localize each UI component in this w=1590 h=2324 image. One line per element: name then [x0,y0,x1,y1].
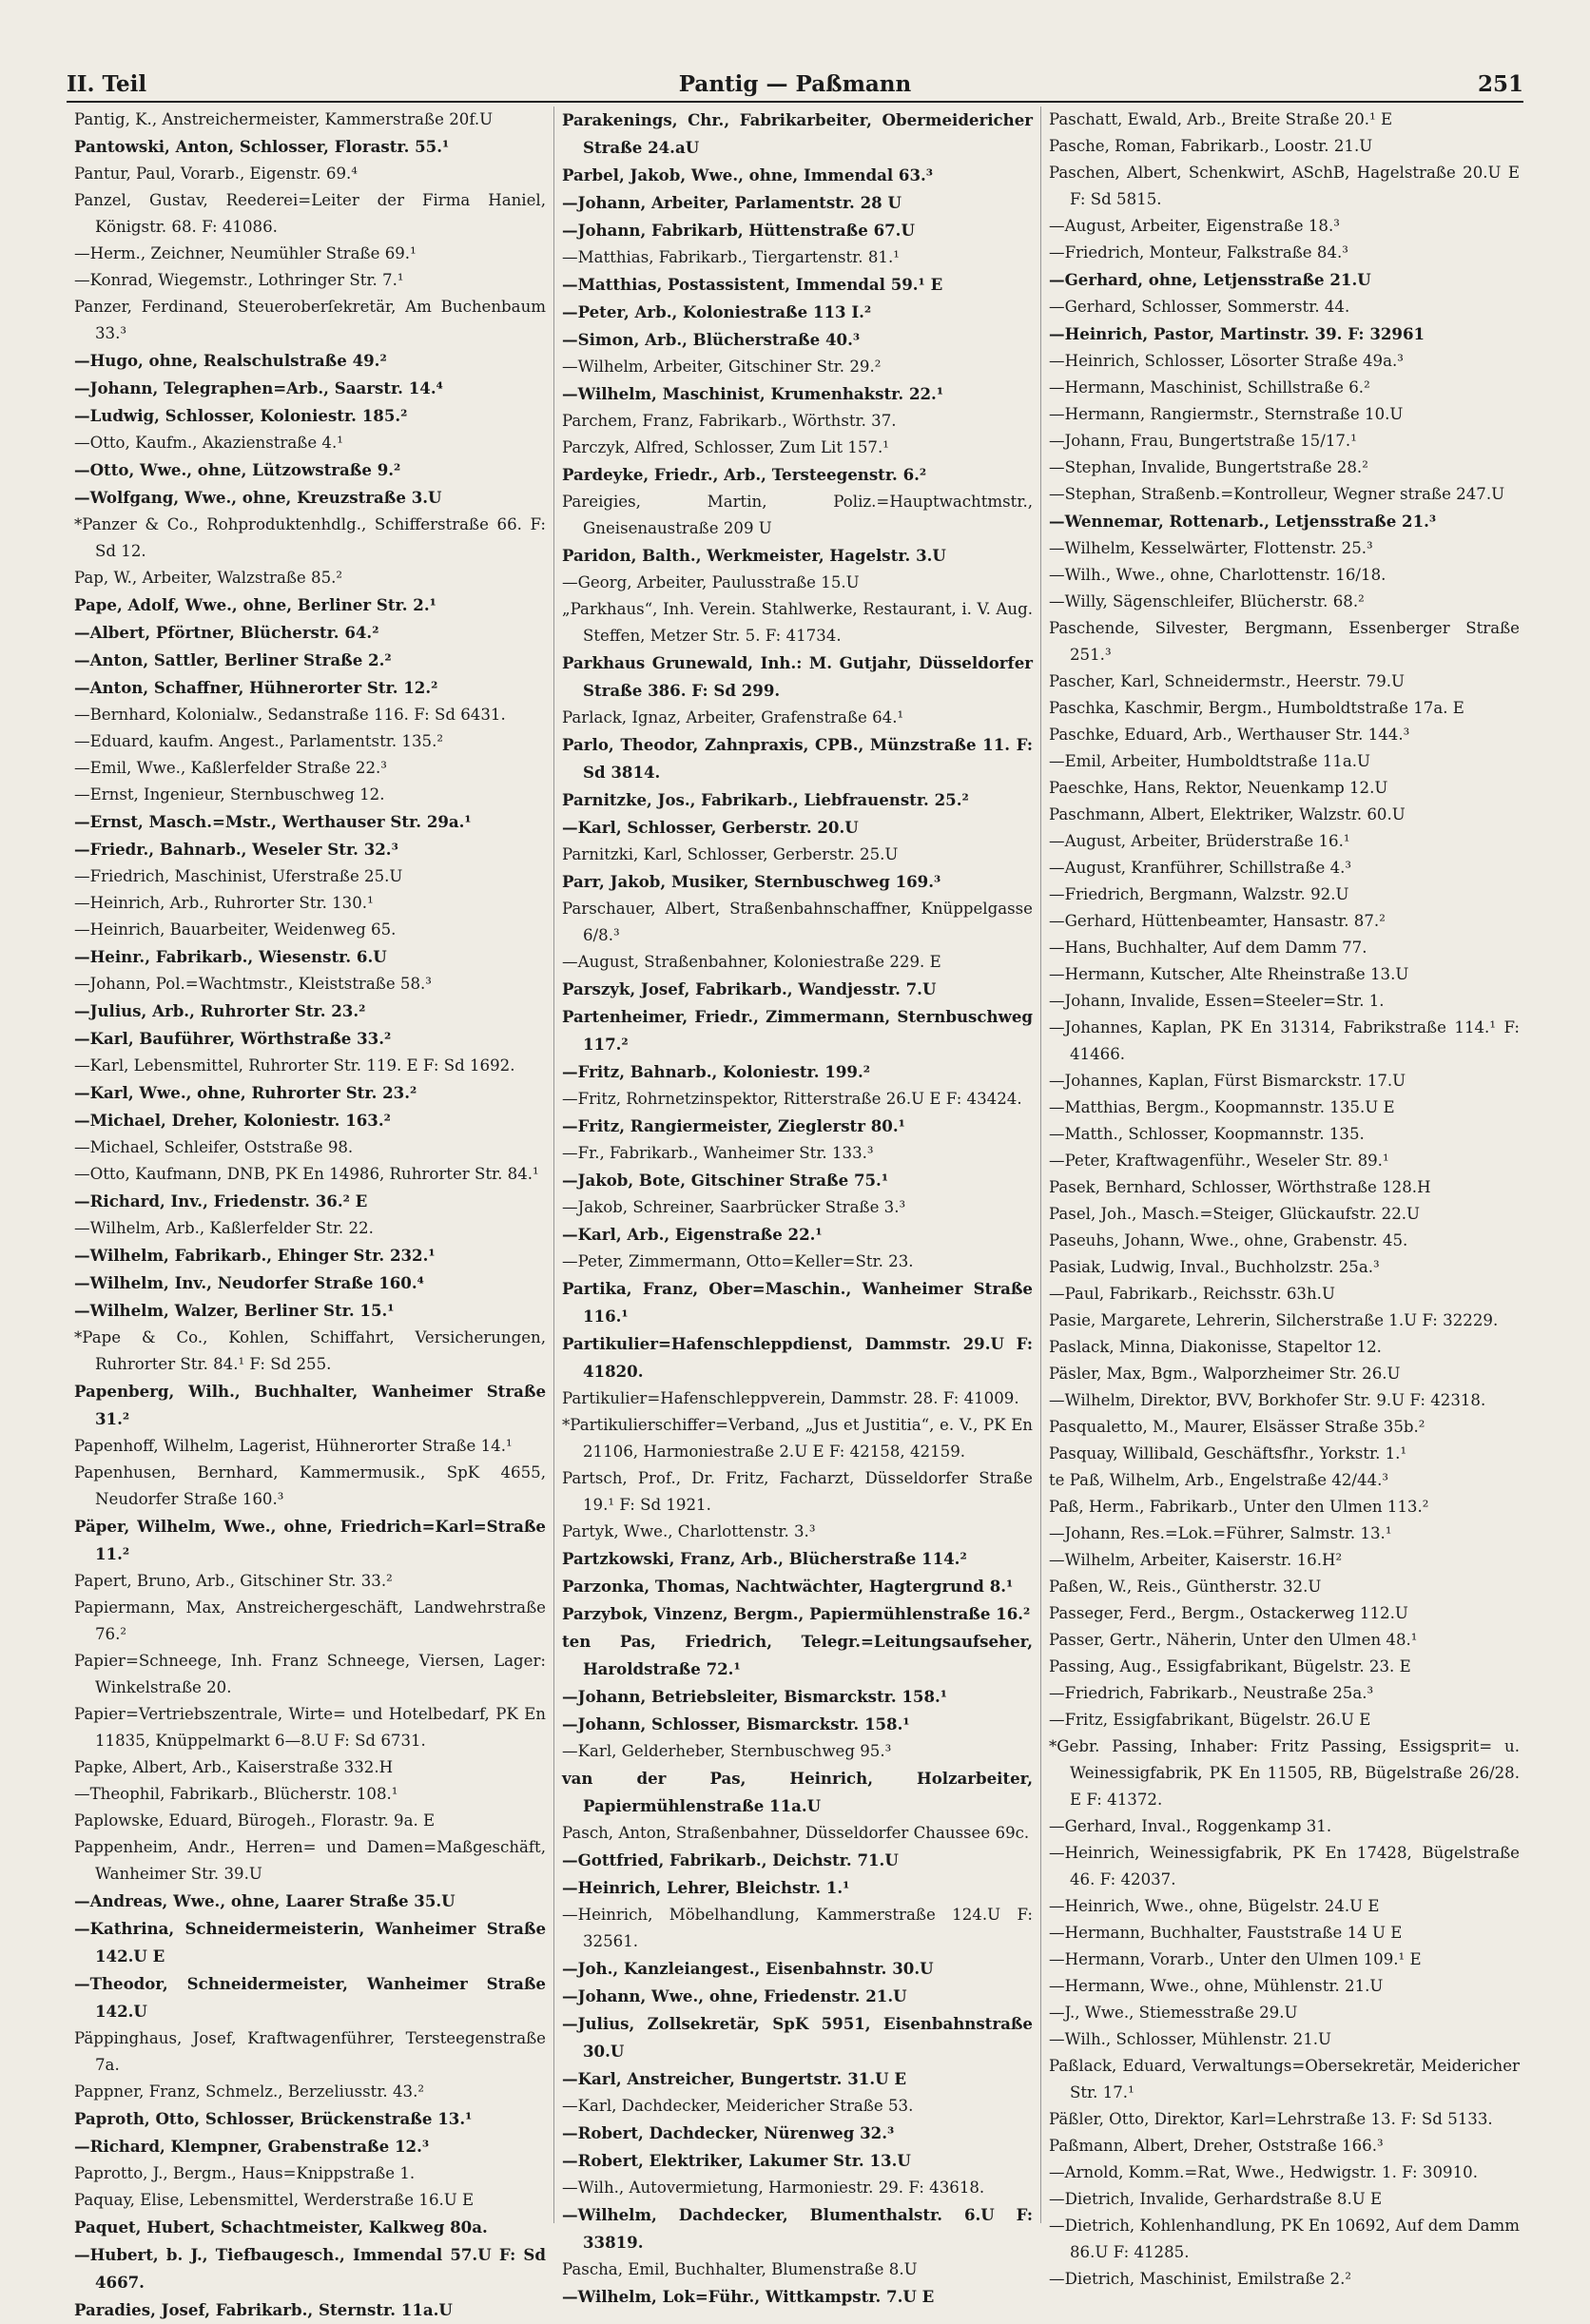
directory-entry: —Wilh., Autovermietung, Harmoniestr. 29. F: 43618. [562,2179,985,2197]
directory-entry: —Michael, Schleifer, Oststraße 98. [74,1138,354,1156]
directory-entry: Paplowske, Eduard, Bürogeh., Florastr. 9a. E [74,1811,436,1830]
directory-entry: Paridon, Balth., Werkmeister, Hagelstr. 3.U [562,546,946,565]
directory-entry: —Matthias, Postassistent, Immendal 59.¹ E [562,275,943,294]
directory-entry: —Wilhelm, Kesselwärter, Flottenstr. 25.³ [1049,539,1373,557]
directory-entry: —Otto, Kaufm., Akazienstraße 4.¹ [74,434,343,452]
directory-entry: —Hermann, Maschinist, Schillstraße 6.² [1049,378,1370,397]
directory-entry: —Jakob, Bote, Gitschiner Straße 75.¹ [562,1171,889,1190]
column-right [1040,107,1527,2288]
directory-entry: —August, Kranführer, Schillstraße 4.³ [1049,859,1352,877]
directory-entry: —Johann, Frau, Bungertstraße 15/17.¹ [1049,432,1357,450]
directory-entry: —Jakob, Schreiner, Saarbrücker Straße 3.³ [562,1198,906,1216]
directory-entry: —Heinrich, Wwe., ohne, Bügelstr. 24.U E [1049,1897,1380,1915]
directory-entry: —Wilh., Wwe., ohne, Charlottenstr. 16/18. [1049,566,1386,584]
directory-entry: Paßen, W., Reis., Güntherstr. 32.U [1049,1578,1322,1596]
directory-entry: —Peter, Arb., Koloniestraße 113 I.² [562,302,872,321]
directory-entry: —Julius, Zollsekretär, SpK 5951, Eisenbahnstraße 30.U [562,2014,1033,2061]
directory-entry: —Johann, Res.=Lok.=Führer, Salmstr. 13.¹ [1049,1524,1392,1542]
directory-entry: —Karl, Anstreicher, Bungertstr. 31.U E [562,2069,906,2088]
directory-entry: —Hugo, ohne, Realschulstraße 49.² [74,351,387,370]
directory-entry: —Peter, Kraftwagenführ., Weseler Str. 89.¹ [1049,1152,1389,1170]
directory-entry: —Karl, Arb., Eigenstraße 22.¹ [562,1225,823,1244]
directory-entry: Pasche, Roman, Fabrikarb., Loostr. 21.U [1049,137,1373,155]
directory-entry: —Richard, Klempner, Grabenstraße 12.³ [74,2137,430,2156]
directory-entry: —Matthias, Bergm., Koopmannstr. 135.U E [1049,1098,1395,1116]
directory-entry: —Johann, Fabrikarb, Hüttenstraße 67.U [562,221,915,240]
directory-entry: —Theodor, Schneidermeister, Wanheimer Straße 142.U [74,1974,546,2021]
directory-entry: —Georg, Arbeiter, Paulusstraße 15.U [562,573,860,591]
page-header [67,63,1523,103]
directory-entry: Paslack, Minna, Diakonisse, Stapeltor 12. [1049,1338,1382,1356]
directory-entry: Pantig, K., Anstreichermeister, Kammerstraße 20f.U [74,110,494,128]
directory-entry: Paschen, Albert, Schenkwirt, ASchB, Hagelstraße 20.U E F: Sd 5815. [1049,164,1520,208]
directory-entry: Paschmann, Albert, Elektriker, Walzstr. 60.U [1049,805,1406,823]
directory-entry: Paquet, Hubert, Schachtmeister, Kalkweg 80a. [74,2217,488,2237]
directory-entry: Paproth, Otto, Schlosser, Brückenstraße 13.¹ [74,2109,473,2128]
directory-entry: —Wolfgang, Wwe., ohne, Kreuzstraße 3.U [74,488,442,507]
directory-entry: —Karl, Bauführer, Wörthstraße 33.² [74,1029,392,1048]
directory-entry: Paß, Herm., Fabrikarb., Unter den Ulmen 113.² [1049,1498,1429,1516]
running-head: Pantig — Paßmann [678,71,912,97]
directory-entry: —Johannes, Kaplan, PK En 31314, Fabrikstraße 114.¹ F: 41466. [1049,1018,1520,1063]
directory-entry: Paschka, Kaschmir, Bergm., Humboldtstraße 17a. E [1049,699,1464,717]
directory-entry: —Karl, Schlosser, Gerberstr. 20.U [562,818,859,837]
directory-entry: —Matthias, Fabrikarb., Tiergartenstr. 81.¹ [562,248,900,266]
column-left [67,107,553,2319]
directory-entry: *Pape & Co., Kohlen, Schiffahrt, Versicherungen, Ruhrorter Str. 84.¹ F: Sd 255. [74,1328,546,1373]
directory-entry: —Fritz, Rohrnetzinspektor, Ritterstraße 26.U E F: 43424. [562,1090,1022,1108]
directory-entry: —Theophil, Fabrikarb., Blücherstr. 108.¹ [74,1785,398,1803]
directory-entry: Passer, Gertr., Näherin, Unter den Ulmen 48.¹ [1049,1631,1418,1649]
directory-entry: —Bernhard, Kolonialw., Sedanstraße 116. F: Sd 6431. [74,706,506,724]
directory-entry: —Anton, Sattler, Berliner Straße 2.² [74,650,392,669]
directory-entry: —Peter, Zimmermann, Otto=Keller=Str. 23. [562,1252,914,1270]
directory-entry: —Gerhard, ohne, Letjensstraße 21.U [1049,270,1371,289]
directory-entry: —Konrad, Wiegemstr., Lothringer Str. 7.¹ [74,271,404,289]
directory-entry: Päppinghaus, Josef, Kraftwagenführer, Tersteegenstraße 7a. [74,2029,546,2074]
section-label: II. Teil [67,71,147,97]
directory-entry: —Gerhard, Hüttenbeamter, Hansastr. 87.² [1049,912,1386,930]
directory-entry: Panzel, Gustav, Reederei=Leiter der Firma Haniel, Königstr. 68. F: 41086. [74,191,546,236]
directory-entry: —Wilhelm, Fabrikarb., Ehinger Str. 232.¹ [74,1246,436,1265]
directory-entry: —Ludwig, Schlosser, Koloniestr. 185.² [74,406,408,425]
directory-entry: Parakenings, Chr., Fabrikarbeiter, Obermeidericher Straße 24.aU [562,110,1033,157]
directory-entry: Paßlack, Eduard, Verwaltungs=Obersekretär, Meidericher Str. 17.¹ [1049,2057,1520,2101]
directory-entry: —Arnold, Komm.=Rat, Wwe., Hedwigstr. 1. F: 30910. [1049,2163,1478,2181]
directory-entry: —Kathrina, Schneidermeisterin, Wanheimer Straße 142.U E [74,1919,546,1966]
directory-entry: Papenhoff, Wilhelm, Lagerist, Hühnerorter Straße 14.¹ [74,1437,513,1455]
directory-entry: Papke, Albert, Arb., Kaiserstraße 332.H [74,1758,394,1776]
directory-entry: Pap, W., Arbeiter, Walzstraße 85.² [74,569,343,587]
directory-entry: —Fritz, Bahnarb., Koloniestr. 199.² [562,1062,870,1081]
directory-entry: —Fr., Fabrikarb., Wanheimer Str. 133.³ [562,1144,874,1162]
directory-entry: van der Pas, Heinrich, Holzarbeiter, Papiermühlenstraße 11a.U [562,1769,1033,1815]
directory-entry: *Partikulierschiffer=Verband, „Jus et Justitia“, e. V., PK En 21106, Harmoniestraße 2.U E F: 42158, 42159. [562,1416,1033,1461]
directory-entry: Pasel, Joh., Masch.=Steiger, Glückaufstr. 22.U [1049,1205,1421,1223]
directory-entry: —Johann, Wwe., ohne, Friedenstr. 21.U [562,1986,907,2005]
directory-entry: Parschauer, Albert, Straßenbahnschaffner, Knüppelgasse 6/8.³ [562,900,1033,944]
directory-entry: Parr, Jakob, Musiker, Sternbuschweg 169.³ [562,872,941,891]
directory-entry: —Robert, Elektriker, Lakumer Str. 13.U [562,2151,911,2170]
directory-entry: Pape, Adolf, Wwe., ohne, Berliner Str. 2.¹ [74,595,436,614]
directory-entry: —Andreas, Wwe., ohne, Laarer Straße 35.U [74,1891,456,1910]
directory-entry: —Herm., Zeichner, Neumühler Straße 69.¹ [74,244,417,262]
directory-entry: —Wilhelm, Lok=Führ., Wittkampstr. 7.U E [562,2287,935,2306]
directory-entry: —Joh., Kanzleiangest., Eisenbahnstr. 30.U [562,1959,934,1978]
directory-entry: —Emil, Arbeiter, Humboldtstraße 11a.U [1049,752,1370,770]
directory-entry: —Heinrich, Arb., Ruhrorter Str. 130.¹ [74,894,374,912]
directory-entry: Paeschke, Hans, Rektor, Neuenkamp 12.U [1049,779,1388,797]
directory-entry: —Dietrich, Maschinist, Emilstraße 2.² [1049,2270,1352,2288]
directory-entry: —Wilhelm, Arbeiter, Gitschiner Str. 29.² [562,358,882,376]
directory-entry: —Julius, Arb., Ruhrorter Str. 23.² [74,1001,366,1020]
directory-entry: —Stephan, Invalide, Bungertstraße 28.² [1049,458,1368,476]
directory-entry: Pappner, Franz, Schmelz., Berzeliusstr. 43.² [74,2082,425,2101]
directory-entry: —Gottfried, Fabrikarb., Deichstr. 71.U [562,1850,899,1869]
directory-entry: Paprotto, J., Bergm., Haus=Knippstraße 1. [74,2164,416,2182]
directory-entry: —Albert, Pförtner, Blücherstr. 64.² [74,623,379,642]
directory-entry: Paschende, Silvester, Bergmann, Essenberger Straße 251.³ [1049,619,1520,664]
directory-entry: Parchem, Franz, Fabrikarb., Wörthstr. 37. [562,412,897,430]
directory-entry: Paquay, Elise, Lebensmittel, Werderstraße 16.U E [74,2191,475,2209]
directory-entry: —Heinrich, Lehrer, Bleichstr. 1.¹ [562,1878,850,1897]
directory-entry: —Hermann, Vorarb., Unter den Ulmen 109.¹ E [1049,1950,1422,1968]
directory-entry: Päsler, Max, Bgm., Walporzheimer Str. 26.U [1049,1365,1401,1383]
directory-entry: Parszyk, Josef, Fabrikarb., Wandjesstr. 7.U [562,979,937,998]
directory-entry: Pappenheim, Andr., Herren= und Damen=Maßgeschäft, Wanheimer Str. 39.U [74,1838,546,1883]
directory-entry: —Johann, Arbeiter, Parlamentstr. 28 U [562,193,902,212]
directory-entry: —Robert, Dachdecker, Nürenweg 32.³ [562,2123,895,2142]
directory-entry: —Wilhelm, Arb., Kaßlerfelder Str. 22. [74,1219,374,1237]
directory-entry: *Panzer & Co., Rohproduktenhdlg., Schifferstraße 66. F: Sd 12. [74,515,546,560]
directory-entry: —Johann, Invalide, Essen=Steeler=Str. 1. [1049,992,1385,1010]
directory-entry: —Wilhelm, Maschinist, Krumenhakstr. 22.¹ [562,384,944,403]
directory-entry: —Matth., Schlosser, Koopmannstr. 135. [1049,1125,1365,1143]
directory-entry: —Willy, Sägenschleifer, Blücherstr. 68.² [1049,592,1365,610]
directory-entry: Papenberg, Wilh., Buchhalter, Wanheimer Straße 31.² [74,1382,546,1428]
directory-entry: *Gebr. Passing, Inhaber: Fritz Passing, Essigsprit= u. Weinessigfabrik, PK En 11505, RB, Bügelstraße 26/28. E F: 41372. [1049,1737,1520,1809]
directory-entry: —Friedrich, Bergmann, Walzstr. 92.U [1049,885,1349,903]
directory-entry: —Heinrich, Pastor, Martinstr. 39. F: 32961 [1049,324,1425,343]
directory-entry: Paschke, Eduard, Arb., Werthauser Str. 144.³ [1049,726,1410,744]
directory-entry: —Karl, Wwe., ohne, Ruhrorter Str. 23.² [74,1083,417,1102]
directory-entry: Päper, Wilhelm, Wwe., ohne, Friedrich=Karl=Straße 11.² [74,1517,546,1563]
directory-entry: Parzybok, Vinzenz, Bergm., Papiermühlenstraße 16.² [562,1604,1031,1623]
directory-entry: —Johann, Pol.=Wachtmstr., Kleiststraße 58.³ [74,975,432,993]
directory-entry: Pardeyke, Friedr., Arb., Tersteegenstr. 6.² [562,465,927,484]
directory-entry: —Johannes, Kaplan, Fürst Bismarckstr. 17.U [1049,1072,1406,1090]
directory-entry: —Friedrich, Fabrikarb., Neustraße 25a.³ [1049,1684,1374,1702]
directory-entry: Päßler, Otto, Direktor, Karl=Lehrstraße 13. F: Sd 5133. [1049,2110,1493,2128]
directory-entry: Partsch, Prof., Dr. Fritz, Facharzt, Düsseldorfer Straße 19.¹ F: Sd 1921. [562,1469,1033,1514]
directory-entry: „Parkhaus“, Inh. Verein. Stahlwerke, Restaurant, i. V. Aug. Steffen, Metzer Str. 5. F: 41734. [562,600,1033,645]
directory-entry: —Wilhelm, Dachdecker, Blumenthalstr. 6.U F: 33819. [562,2205,1033,2252]
directory-entry: —Johann, Betriebsleiter, Bismarckstr. 158.¹ [562,1687,948,1706]
directory-entry: —Otto, Kaufmann, DNB, PK En 14986, Ruhrorter Str. 84.¹ [74,1165,539,1183]
directory-entry: —Eduard, kaufm. Angest., Parlamentstr. 135.² [74,732,443,750]
directory-entry: Pasie, Margarete, Lehrerin, Silcherstraße 1.U F: 32229. [1049,1311,1499,1329]
directory-entry: —Hermann, Rangiermstr., Sternstraße 10.U [1049,405,1404,423]
directory-entry: Paßmann, Albert, Dreher, Oststraße 166.³ [1049,2137,1384,2155]
directory-entry: —Ernst, Ingenieur, Sternbuschweg 12. [74,785,385,804]
directory-entry: Pascher, Karl, Schneidermstr., Heerstr. 79.U [1049,672,1406,690]
directory-entry: —August, Straßenbahner, Koloniestraße 229. E [562,953,941,971]
directory-entry: —August, Arbeiter, Eigenstraße 18.³ [1049,217,1340,235]
directory-entry: —Hermann, Buchhalter, Fauststraße 14 U E [1049,1924,1403,1942]
directory-entry: —Johann, Telegraphen=Arb., Saarstr. 14.⁴ [74,378,443,397]
directory-entry: —Karl, Dachdecker, Meidericher Straße 53. [562,2097,914,2115]
directory-entry: Parbel, Jakob, Wwe., ohne, Immendal 63.³ [562,165,934,184]
directory-entry: —J., Wwe., Stiemesstraße 29.U [1049,2004,1298,2022]
directory-entry: te Paß, Wilhelm, Arb., Engelstraße 42/44.³ [1049,1471,1389,1489]
directory-entry: Parlack, Ignaz, Arbeiter, Grafenstraße 64.¹ [562,708,904,726]
directory-entry: Pascha, Emil, Buchhalter, Blumenstraße 8.U [562,2260,918,2278]
directory-entry: Papenhusen, Bernhard, Kammermusik., SpK 4655, Neudorfer Straße 160.³ [74,1463,546,1508]
directory-entry: —Richard, Inv., Friedenstr. 36.² E [74,1191,368,1210]
directory-entry: Parzonka, Thomas, Nachtwächter, Hagtergrund 8.¹ [562,1577,1014,1596]
directory-entry: Pasiak, Ludwig, Inval., Buchholzstr. 25a.³ [1049,1258,1380,1276]
directory-entry: —Wilhelm, Walzer, Berliner Str. 15.¹ [74,1301,395,1320]
directory-entry: ten Pas, Friedrich, Telegr.=Leitungsaufseher, Haroldstraße 72.¹ [562,1632,1033,1678]
directory-entry: —Heinrich, Weinessigfabrik, PK En 17428, Bügelstraße 46. F: 42037. [1049,1844,1520,1888]
directory-entry: —Heinrich, Schlosser, Lösorter Straße 49a.³ [1049,352,1404,370]
directory-entry: —Ernst, Masch.=Mstr., Werthauser Str. 29a.¹ [74,812,472,831]
directory-entry: —Johann, Schlosser, Bismarckstr. 158.¹ [562,1714,910,1733]
page-number: 251 [1477,71,1523,97]
directory-entry: —Otto, Wwe., ohne, Lützowstraße 9.² [74,460,401,479]
directory-entry: Parlo, Theodor, Zahnpraxis, CPB., Münzstraße 11. F: Sd 3814. [562,735,1033,782]
directory-entry: —Wennemar, Rottenarb., Letjensstraße 21.³ [1049,512,1437,531]
directory-entry: Panzer, Ferdinand, Steueroberſekretär, Am Buchenbaum 33.³ [74,298,546,342]
directory-entry: —Gerhard, Schlosser, Sommerstr. 44. [1049,298,1350,316]
directory-entry: —Simon, Arb., Blücherstraße 40.³ [562,330,861,349]
directory-entry: —Friedrich, Monteur, Falkstraße 84.³ [1049,243,1348,261]
directory-entry: Papert, Bruno, Arb., Gitschiner Str. 33.² [74,1572,393,1590]
directory-entry: Pasek, Bernhard, Schlosser, Wörthstraße 128.H [1049,1178,1431,1196]
directory-entry: —Wilhelm, Arbeiter, Kaiserstr. 16.H² [1049,1551,1343,1569]
directory-entry: —Fritz, Rangiermeister, Zieglerstr 80.¹ [562,1116,905,1135]
directory-entry: Passing, Aug., Essigfabrikant, Bügelstr. 23. E [1049,1657,1411,1675]
directory-entry: —Hermann, Kutscher, Alte Rheinstraße 13.U [1049,965,1409,983]
directory-entry: —Wilhelm, Inv., Neudorfer Straße 160.⁴ [74,1273,424,1292]
directory-entry: Paschatt, Ewald, Arb., Breite Straße 20.¹ E [1049,110,1393,128]
directory-entry: Papier=Vertriebszentrale, Wirte= und Hotelbedarf, PK En 11835, Knüppelmarkt 6—8.U F: Sd 6731. [74,1705,546,1750]
directory-entry: —Heinr., Fabrikarb., Wiesenstr. 6.U [74,947,387,966]
directory-entry: —Hermann, Wwe., ohne, Mühlenstr. 21.U [1049,1977,1384,1995]
directory-entry: —Friedrich, Maschinist, Uferstraße 25.U [74,867,403,885]
directory-entry: Pasquay, Willibald, Geschäftsfhr., Yorkstr. 1.¹ [1049,1444,1407,1462]
directory-entry: Pareigies, Martin, Poliz.=Hauptwachtmstr., Gneisenaustraße 209 U [562,493,1033,537]
directory-entry: —Wilhelm, Direktor, BVV, Borkhofer Str. 9.U F: 42318. [1049,1391,1486,1409]
directory-entry: Papiermann, Max, Anstreichergeschäft, Landwehrstraße 76.² [74,1598,546,1643]
directory-entry: Paradies, Josef, Fabrikarb., Sternstr. 11a.U [74,2300,453,2319]
directory-entry: Parnitzke, Jos., Fabrikarb., Liebfrauenstr. 25.² [562,790,969,809]
directory-entry: —Fritz, Essigfabrikant, Bügelstr. 26.U E [1049,1711,1371,1729]
directory-entry: Partzkowski, Franz, Arb., Blücherstraße 114.² [562,1549,967,1568]
directory-entry: —Emil, Wwe., Kaßlerfelder Straße 22.³ [74,759,387,777]
directory-entry: Paseuhs, Johann, Wwe., ohne, Grabenstr. 45. [1049,1231,1408,1249]
directory-entry: —Wilh., Schlosser, Mühlenstr. 21.U [1049,2030,1332,2048]
directory-entry: Passeger, Ferd., Bergm., Ostackerweg 112.U [1049,1604,1408,1622]
directory-entry: Pasch, Anton, Straßenbahner, Düsseldorfer Chaussee 69c. [562,1824,1030,1842]
directory-entry: Partenheimer, Friedr., Zimmermann, Sternbuschweg 117.² [562,1007,1033,1054]
directory-entry: —Michael, Dreher, Koloniestr. 163.² [74,1111,391,1130]
directory-entry: —Stephan, Straßenb.=Kontrolleur, Wegner straße 247.U [1049,485,1505,503]
directory-entry: —Karl, Lebensmittel, Ruhrorter Str. 119. E F: Sd 1692. [74,1056,515,1075]
directory-entry: Pantur, Paul, Vorarb., Eigenstr. 69.⁴ [74,165,358,183]
directory-entry: Partikulier=Hafenschleppverein, Dammstr. 28. F: 41009. [562,1389,1019,1407]
column-middle [553,107,1040,2306]
directory-entry: Parczyk, Alfred, Schlosser, Zum Lit 157.¹ [562,438,889,456]
directory-entry: —Gerhard, Inval., Roggenkamp 31. [1049,1817,1332,1835]
directory-columns [67,107,1527,2319]
directory-entry: Parnitzki, Karl, Schlosser, Gerberstr. 25.U [562,845,899,863]
directory-entry: —Dietrich, Kohlenhandlung, PK En 10692, Auf dem Damm 86.U F: 41285. [1049,2217,1520,2261]
directory-entry: Pasqualetto, M., Maurer, Elsässer Straße 35b.² [1049,1418,1425,1436]
directory-entry: Pantowski, Anton, Schlosser, Florastr. 55.¹ [74,137,450,156]
directory-entry: —August, Arbeiter, Brüderstraße 16.¹ [1049,832,1350,850]
directory-entry: Partika, Franz, Ober=Maschin., Wanheimer Straße 116.¹ [562,1279,1033,1326]
directory-entry: —Heinrich, Möbelhandlung, Kammerstraße 124.U F: 32561. [562,1906,1033,1950]
directory-entry: —Friedr., Bahnarb., Weseler Str. 32.³ [74,840,398,859]
directory-entry: Papier=Schneege, Inh. Franz Schneege, Viersen, Lager: Winkelstraße 20. [74,1652,546,1696]
directory-entry: —Hans, Buchhalter, Auf dem Damm 77. [1049,939,1367,957]
directory-entry: —Hubert, b. J., Tiefbaugesch., Immendal 57.U F: Sd 4667. [74,2245,546,2292]
directory-entry: —Dietrich, Invalide, Gerhardstraße 8.U E [1049,2190,1383,2208]
directory-entry: Partikulier=Hafenschleppdienst, Dammstr. 29.U F: 41820. [562,1334,1033,1381]
directory-entry: Partyk, Wwe., Charlottenstr. 3.³ [562,1522,816,1540]
directory-entry: —Karl, Gelderheber, Sternbuschweg 95.³ [562,1742,892,1760]
directory-entry: —Anton, Schaffner, Hühnerorter Str. 12.² [74,678,438,697]
directory-entry: Parkhaus Grunewald, Inh.: M. Gutjahr, Düsseldorfer Straße 386. F: Sd 299. [562,653,1033,700]
directory-entry: —Paul, Fabrikarb., Reichsstr. 63h.U [1049,1285,1335,1303]
directory-entry: —Heinrich, Bauarbeiter, Weidenweg 65. [74,920,397,939]
